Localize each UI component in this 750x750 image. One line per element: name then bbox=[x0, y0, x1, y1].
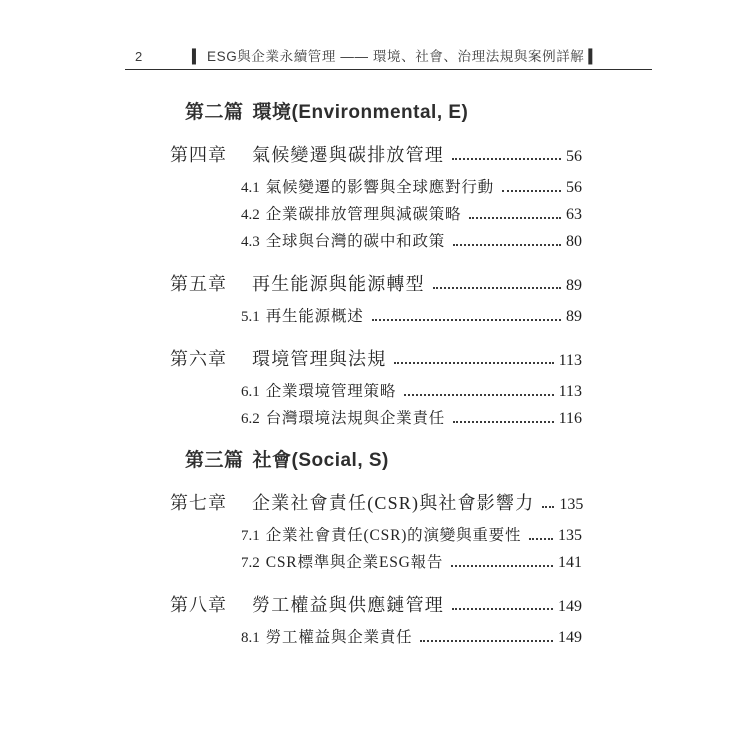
part-block-social bbox=[170, 448, 582, 651]
dot-leader bbox=[420, 640, 553, 642]
title-bar-mark-right: ▍ bbox=[588, 49, 600, 64]
dot-leader bbox=[433, 287, 561, 289]
section-entry bbox=[241, 303, 582, 330]
chapter-page-number: 149 bbox=[558, 598, 582, 615]
chapter-title: 氣候變遷與碳排放管理 bbox=[252, 145, 444, 165]
chapter-title: 勞工權益與供應鏈管理 bbox=[252, 595, 444, 615]
dot-leader bbox=[502, 190, 561, 192]
page-header-line bbox=[125, 45, 652, 65]
chapter-label: 第四章 bbox=[170, 145, 227, 165]
chapter-group-7 bbox=[170, 490, 582, 576]
running-title bbox=[188, 45, 603, 65]
section-page-number: 149 bbox=[558, 629, 582, 646]
section-page-number: 116 bbox=[558, 410, 582, 427]
chapter-entry bbox=[170, 142, 582, 169]
section-number: 6.2 bbox=[241, 411, 260, 427]
section-entry bbox=[241, 405, 582, 432]
section-number: 7.2 bbox=[241, 555, 260, 571]
chapter-label: 第六章 bbox=[170, 349, 227, 369]
part-title: 社會(Social, S) bbox=[252, 450, 389, 471]
chapter-entry bbox=[170, 490, 582, 517]
chapter-title: 再生能源與能源轉型 bbox=[252, 274, 425, 294]
section-number: 6.1 bbox=[241, 384, 260, 400]
section-page-number: 141 bbox=[558, 554, 582, 571]
section-title: 企業社會責任(CSR)的演變與重要性 bbox=[265, 527, 522, 544]
section-title: 企業碳排放管理與減碳策略 bbox=[265, 206, 462, 223]
table-of-contents bbox=[170, 100, 582, 651]
section-title: 企業環境管理策略 bbox=[265, 383, 397, 400]
section-entry bbox=[241, 228, 582, 255]
section-number: 4.1 bbox=[241, 180, 260, 196]
dot-leader bbox=[453, 421, 554, 423]
chapter-group-4 bbox=[170, 142, 582, 255]
page-number: 2 bbox=[135, 49, 143, 64]
section-title: CSR標準與企業ESG報告 bbox=[265, 554, 444, 571]
section-entry bbox=[241, 624, 582, 651]
chapter-entry bbox=[170, 271, 582, 298]
part-label: 第二篇 bbox=[185, 102, 244, 123]
chapter-title: 環境管理與法規 bbox=[252, 349, 387, 369]
section-title: 氣候變遷的影響與全球應對行動 bbox=[265, 179, 494, 196]
chapter-entry bbox=[170, 592, 582, 619]
dot-leader bbox=[404, 394, 553, 396]
section-page-number: 63 bbox=[566, 206, 582, 223]
section-page-number: 89 bbox=[566, 308, 582, 325]
dot-leader bbox=[451, 565, 553, 567]
section-title: 台灣環境法規與企業責任 bbox=[265, 410, 446, 427]
part-title: 環境(Environmental, E) bbox=[252, 102, 469, 123]
chapter-title: 企業社會責任(CSR)與社會影響力 bbox=[252, 493, 535, 513]
dot-leader bbox=[453, 244, 561, 246]
chapter-label: 第八章 bbox=[170, 595, 227, 615]
chapter-group-6 bbox=[170, 346, 582, 432]
section-number: 7.1 bbox=[241, 528, 260, 544]
part-heading bbox=[170, 100, 582, 126]
chapter-page-number: 113 bbox=[558, 352, 582, 369]
section-entry bbox=[241, 378, 582, 405]
dot-leader bbox=[529, 538, 553, 540]
section-page-number: 56 bbox=[566, 179, 582, 196]
dot-leader bbox=[452, 158, 561, 160]
section-page-number: 135 bbox=[558, 527, 582, 544]
dot-leader bbox=[469, 217, 561, 219]
chapter-label: 第七章 bbox=[170, 493, 227, 513]
chapter-page-number: 89 bbox=[566, 277, 582, 294]
section-number: 5.1 bbox=[241, 309, 260, 325]
chapter-entry bbox=[170, 346, 582, 373]
dot-leader bbox=[452, 608, 553, 610]
chapter-page-number: 56 bbox=[566, 148, 582, 165]
running-title-text: ESG與企業永續管理 —— 環境、社會、治理法規與案例詳解 bbox=[206, 49, 585, 64]
title-bar-mark-left: ▍ bbox=[192, 49, 203, 64]
dot-leader bbox=[542, 506, 554, 508]
section-entry bbox=[241, 174, 582, 201]
section-number: 4.2 bbox=[241, 207, 260, 223]
section-title: 勞工權益與企業責任 bbox=[265, 629, 413, 646]
section-page-number: 113 bbox=[558, 383, 582, 400]
section-number: 4.3 bbox=[241, 234, 260, 250]
part-block-environment bbox=[170, 100, 582, 432]
dot-leader bbox=[372, 319, 561, 321]
section-title: 全球與台灣的碳中和政策 bbox=[265, 233, 446, 250]
section-entry bbox=[241, 522, 582, 549]
dot-leader bbox=[394, 362, 553, 364]
section-page-number: 80 bbox=[566, 233, 582, 250]
part-label: 第三篇 bbox=[185, 450, 244, 471]
section-entry bbox=[241, 201, 582, 228]
chapter-group-8 bbox=[170, 592, 582, 651]
header-rule bbox=[125, 69, 652, 70]
page-header bbox=[125, 45, 652, 70]
chapter-group-5 bbox=[170, 271, 582, 330]
section-number: 8.1 bbox=[241, 630, 260, 646]
part-heading bbox=[170, 448, 582, 474]
section-title: 再生能源概述 bbox=[265, 308, 364, 325]
chapter-label: 第五章 bbox=[170, 274, 227, 294]
chapter-page-number: 135 bbox=[559, 496, 584, 513]
section-entry bbox=[241, 549, 582, 576]
